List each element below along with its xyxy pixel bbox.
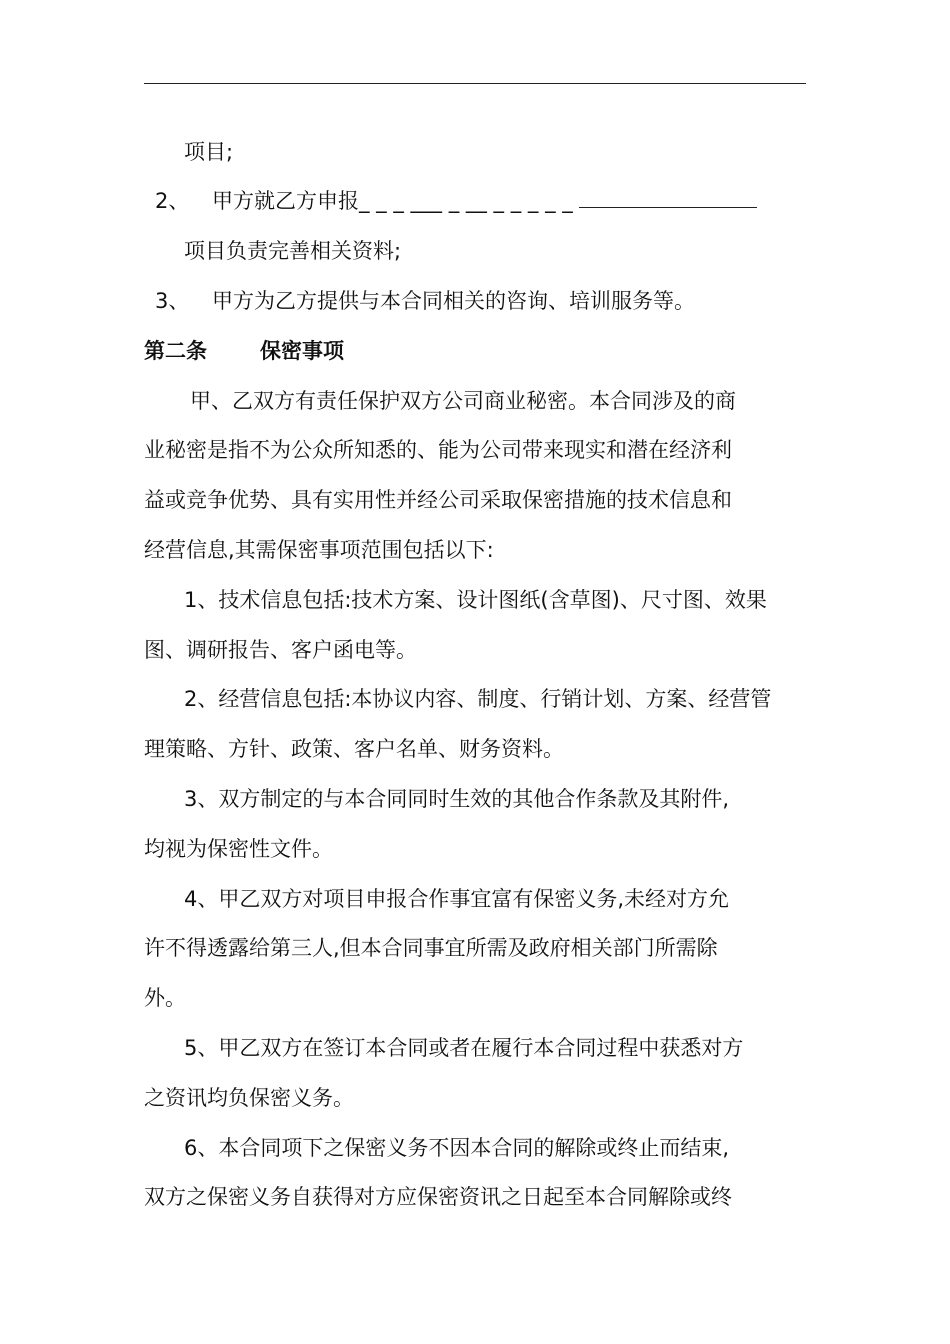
section-title: 保密事项 (260, 339, 344, 363)
list-number: 3、 (155, 289, 190, 313)
list-text (212, 186, 757, 216)
list-text: 甲方为乙方提供与本合同相关的咨询、培训服务等。 (212, 289, 695, 313)
paragraph-line: 理策略、方针、政策、客户名单、财务资料。 (144, 737, 564, 761)
paragraph-line: 双方之保密义务自获得对方应保密资讯之日起至本合同解除或终 (144, 1185, 732, 1209)
paragraph-line: 6、本合同项下之保密义务不因本合同的解除或终止而结束, (184, 1136, 730, 1160)
paragraph-line: 3、双方制定的与本合同同时生效的其他合作条款及其附件, (184, 787, 730, 811)
list-number: 2、 (155, 189, 190, 213)
paragraph-line: 经营信息,其需保密事项范围包括以下: (144, 538, 494, 562)
paragraph-line: 甲、乙双方有责任保护双方公司商业秘密。本合同涉及的商 (190, 389, 736, 413)
fill-in-blank-line (579, 188, 757, 208)
paragraph-line: 2、经营信息包括:本协议内容、制度、行销计划、方案、经营管 (184, 687, 772, 711)
paragraph-line: 均视为保密性文件。 (144, 837, 333, 861)
paragraph-line: 图、调研报告、客户函电等。 (144, 638, 417, 662)
paragraph-line: 外。 (144, 986, 186, 1010)
paragraph-line: 之资讯均负保密义务。 (144, 1086, 354, 1110)
section-number: 第二条 (144, 339, 207, 363)
list-text-content: 甲方就乙方申报 (212, 189, 359, 213)
paragraph-line: 项目; (184, 140, 234, 164)
paragraph-line: 项目负责完善相关资料; (184, 239, 402, 263)
paragraph-line: 许不得透露给第三人,但本合同事宜所需及政府相关部门所需除 (144, 936, 718, 960)
header-rule (144, 83, 806, 84)
fill-in-blank: _ _ _ ___ _ __ _ _ _ _ _ (359, 189, 580, 213)
paragraph-line: 5、甲乙双方在签订本合同或者在履行本合同过程中获悉对方 (184, 1036, 744, 1060)
paragraph-line: 1、技术信息包括:技术方案、设计图纸(含草图)、尺寸图、效果 (184, 588, 767, 612)
paragraph-line: 益或竞争优势、具有实用性并经公司采取保密措施的技术信息和 (144, 488, 732, 512)
paragraph-line: 业秘密是指不为公众所知悉的、能为公司带来现实和潜在经济利 (144, 438, 732, 462)
paragraph-line: 4、甲乙双方对项目申报合作事宜富有保密义务,未经对方允 (184, 887, 730, 911)
